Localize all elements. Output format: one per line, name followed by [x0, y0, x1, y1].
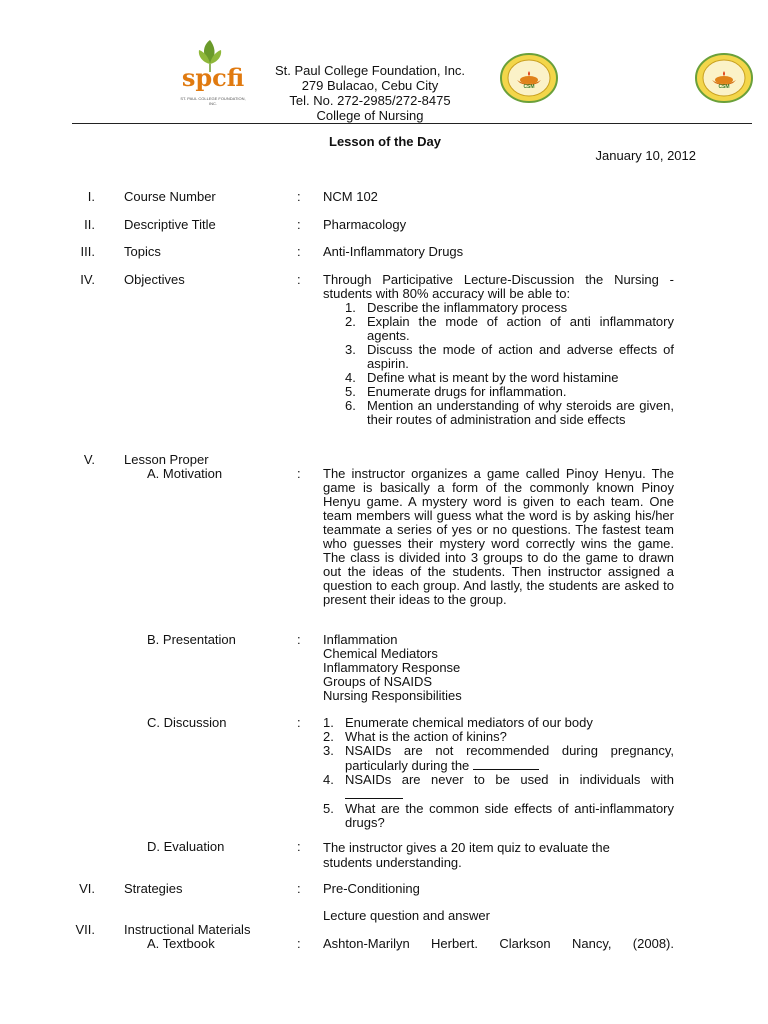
- list-item: 1. Enumerate chemical mediators of our body: [323, 715, 593, 730]
- section-label: Strategies: [124, 881, 183, 896]
- list-item: 2. Explain the mode of action of anti inflammatory agents.: [345, 314, 674, 343]
- colon: :: [297, 244, 301, 259]
- discussion-list: [323, 716, 674, 830]
- section-label: Course Number: [124, 189, 216, 204]
- colon: :: [297, 881, 301, 896]
- colon: :: [297, 715, 301, 730]
- section-label: Instructional Materials: [124, 922, 251, 937]
- colon: :: [297, 272, 301, 287]
- list-item: 5. Enumerate drugs for inflammation.: [345, 384, 567, 399]
- textbook-label: A. Textbook: [147, 936, 215, 951]
- section-number: IV.: [80, 272, 95, 287]
- lamp-seal-icon: [695, 53, 753, 103]
- section-number: V.: [83, 452, 95, 467]
- fill-in-blank: [345, 787, 403, 799]
- list-item: Groups of NSAIDS: [323, 674, 433, 689]
- colon: :: [297, 217, 301, 232]
- section-label: Descriptive Title: [124, 217, 216, 232]
- college-logo: [172, 38, 250, 108]
- institution-college: College of Nursing: [316, 108, 424, 123]
- section-label: Topics: [124, 244, 161, 259]
- colon: :: [297, 189, 301, 204]
- seal-text: CSM: [718, 84, 730, 90]
- objectives-intro: Through Participative Lecture-Discussion the Nursing -students with 80% accuracy will be able to:: [323, 272, 674, 301]
- nursing-seal-right: [695, 53, 753, 103]
- presentation-list: [323, 633, 674, 703]
- evaluation-label: D. Evaluation: [147, 839, 225, 854]
- discussion-block: [323, 716, 674, 830]
- objectives-list: [323, 301, 674, 427]
- page-title: Lesson of the Day: [329, 134, 441, 149]
- textbook-value: Ashton-Marilyn Herbert. Clarkson Nancy, (2008).: [323, 936, 674, 951]
- section-number: I.: [87, 189, 95, 204]
- list-item: Inflammation: [323, 632, 398, 647]
- motivation-label: A. Motivation: [147, 466, 223, 481]
- course-number-value: NCM 102: [323, 189, 378, 204]
- logo-caption: ST. PAUL COLLEGE FOUNDATION, INC.: [180, 96, 246, 106]
- motivation-text: The instructor organizes a game called Pinoy Henyu. The game is basically a form of the commonly known Pinoy Henyu game. A mystery word is given to each team. One team members will guess what the word is by asking his/her teammate a series of yes or no questions. The fastest team who guesses their mystery word correctly wins the game. The class is divided into 3 groups to do the game to drawn out the ideas of the students. Then instructor assigned a question to each group. And lastly, the students are asked to present their ideas to the group.: [323, 466, 674, 607]
- descriptive-title-value: Pharmacology: [323, 217, 407, 232]
- list-item: 3. NSAIDs are not recommended during pregnancy, particularly during the: [323, 743, 674, 773]
- list-item: Chemical Mediators: [323, 646, 438, 661]
- discussion-label: C. Discussion: [147, 715, 227, 730]
- list-item: 4. NSAIDs are never to be used in individuals with: [323, 773, 674, 802]
- institution-address: 279 Bulacao, Cebu City: [301, 78, 439, 93]
- section-number: VII.: [75, 922, 95, 937]
- strategy-value: Pre-Conditioning: [323, 881, 420, 896]
- fill-in-blank: [473, 758, 539, 770]
- seal-text: CSM: [523, 84, 535, 90]
- list-item: Nursing Responsibilities: [323, 688, 462, 703]
- presentation-label: B. Presentation: [147, 632, 236, 647]
- topics-value: Anti-Inflammatory Drugs: [323, 244, 464, 259]
- objectives-block: [323, 273, 674, 427]
- strategy-value: Lecture question and answer: [323, 908, 490, 923]
- colon: :: [297, 839, 301, 854]
- list-item: 5. What are the common side effects of anti-inflammatory drugs?: [323, 801, 674, 830]
- colon: :: [297, 466, 301, 481]
- nursing-seal-left: [500, 53, 558, 103]
- institution-name: St. Paul College Foundation, Inc.: [274, 63, 466, 78]
- section-label: Objectives: [124, 272, 185, 287]
- lesson-date: January 10, 2012: [595, 148, 696, 163]
- header-divider: [72, 123, 752, 124]
- list-item: 1. Describe the inflammatory process: [345, 300, 568, 315]
- list-item: 3. Discuss the mode of action and adverse effects of aspirin.: [345, 342, 674, 371]
- section-number: VI.: [79, 881, 95, 896]
- list-item: 4. Define what is meant by the word histamine: [345, 370, 619, 385]
- colon: :: [297, 936, 301, 951]
- list-item: 2. What is the action of kinins?: [323, 729, 507, 744]
- colon: :: [297, 632, 301, 647]
- institution-phone: Tel. No. 272-2985/272-8475: [289, 93, 451, 108]
- list-item: 6. Mention an understanding of why steroids are given, their routes of administration and side effects: [345, 398, 674, 427]
- section-number: II.: [84, 217, 95, 232]
- evaluation-text: The instructor gives a 20 item quiz to evaluate the students understanding.: [323, 840, 610, 870]
- list-item: Inflammatory Response: [323, 660, 461, 675]
- institution-header: [240, 63, 500, 123]
- logo-text: spcfi: [181, 63, 245, 92]
- lamp-seal-icon: [500, 53, 558, 103]
- section-number: III.: [80, 244, 95, 259]
- section-label: Lesson Proper: [124, 452, 209, 467]
